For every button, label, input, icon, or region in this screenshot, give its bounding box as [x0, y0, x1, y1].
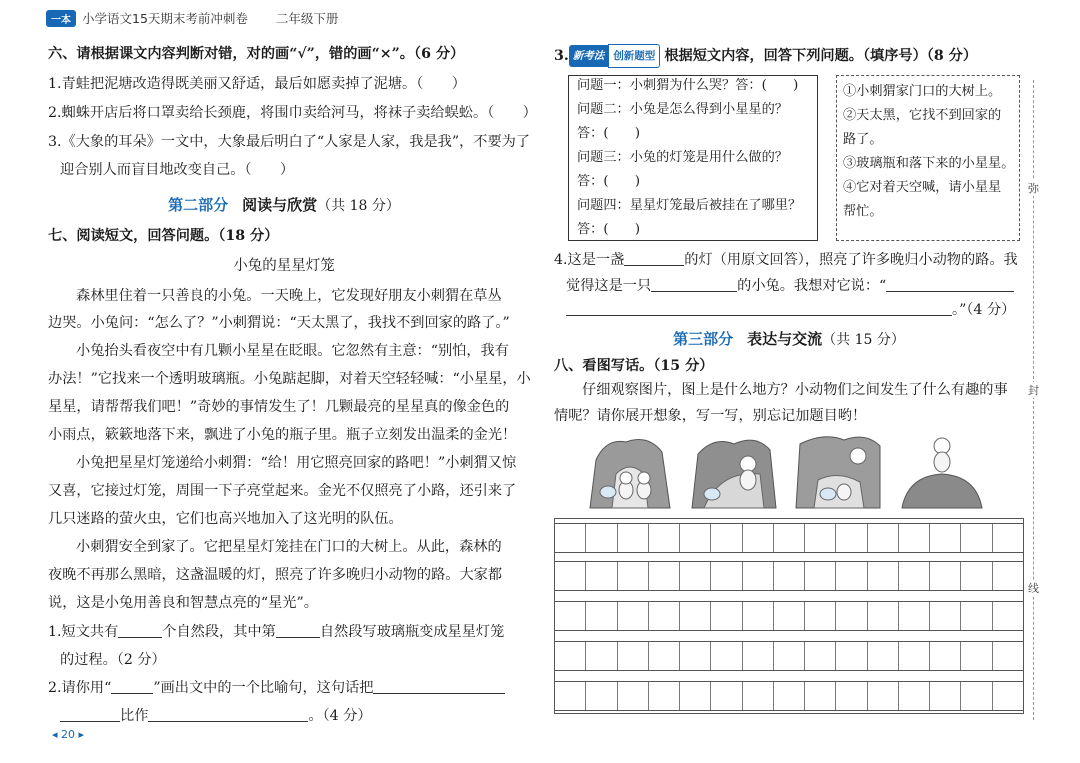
q4-text-c: 觉得这是一只 [566, 278, 652, 294]
q3-answer-4: 答：( ) [577, 222, 641, 237]
story-line-1: 森林里住着一只善良的小兔。一天晚上，它发现好朋友小刺猬在草丛 [76, 288, 502, 304]
writing-grid[interactable] [554, 518, 1024, 714]
q3-title: 根据短文内容，回答下列问题。（填序号）（8 分） [664, 48, 978, 64]
q2-blank-1[interactable] [373, 678, 505, 694]
q1-line [48, 622, 504, 642]
grid-row [555, 681, 1023, 711]
q6-item-3: 3.《大象的耳朵》一文中，大象最后明白了“人家是人家，我是我”，不要为了 [48, 134, 531, 150]
picture-1-cave-animals [586, 430, 674, 510]
story-line-2: 边哭。小兔问：“怎么了？”小刺猬说：“天太黑了，我找不到回家的路了。” [48, 315, 510, 331]
q3-options-box [836, 75, 1020, 241]
story-line-5: 星星，请帮帮我们吧！”奇妙的事情发生了！几颗最亮的星星真的像金色的 [48, 399, 510, 415]
brand-logo: 一本 [46, 10, 76, 27]
q4-text-b: 的灯（用原文回答），照亮了许多晚归小动物的路。我 [684, 252, 1018, 268]
q3-option-3: ③玻璃瓶和落下来的小星星。 [843, 156, 1015, 171]
q3-option-2-cont: 路了。 [843, 132, 883, 147]
q2-text-b: ”画出文中的一个比喻句，这句话把 [153, 680, 374, 696]
binding-line [1033, 80, 1034, 720]
q4-text-e: 。”（4 分） [952, 302, 1016, 318]
q4-blank-1[interactable] [624, 250, 684, 266]
q3-question-1: 问题一：小刺猬为什么哭？答：( ) [577, 78, 799, 93]
q3-option-2: ②天太黑，它找不到回家的 [843, 108, 1002, 123]
story-line-8: 又喜，它接过灯笼，周围一下子亮堂起来。金光不仅照亮了小路，还引来了 [48, 483, 517, 499]
q3-question-2: 问题二：小兔是怎么得到小星星的？ [577, 102, 788, 117]
q4-line-3 [566, 300, 1015, 320]
q4-line-2 [566, 276, 1014, 296]
story-line-10: 小刺猬安全到家了。它把星星灯笼挂在门口的大树上。从此，森林的 [76, 539, 502, 555]
q4-text-d: 的小兔。我想对它说：“ [737, 278, 887, 294]
picture-2-cave-animals [690, 430, 778, 510]
grid-row [555, 641, 1023, 671]
q2-blank-2[interactable] [60, 706, 120, 722]
q3-title-line [554, 44, 977, 68]
q2-text-a: 2.请你用“ [48, 680, 112, 696]
q4-text-a: 4.这是一盏 [554, 252, 625, 268]
story-line-12: 说，这是小兔用善良和智慧点亮的“星光”。 [48, 595, 318, 611]
q8-line-2: 情呢？请你展开想象，写一写，别忘记加题目哟！ [554, 408, 867, 424]
q1-text-a: 1.短文共有 [48, 624, 119, 640]
q1-blank-2[interactable] [276, 622, 320, 638]
grid-row [555, 523, 1023, 553]
part3-title: 表达与交流 [747, 330, 823, 348]
side-mark-2: 封 [1028, 384, 1039, 397]
q3-option-1: ①小刺猬家门口的大树上。 [843, 84, 1002, 99]
q4-blank-3[interactable] [886, 276, 1014, 292]
q3-questions-box [568, 75, 818, 241]
q2-text-d: 。（4 分） [308, 708, 372, 724]
grid-row [555, 601, 1023, 631]
next-arrow-icon: ▸ [75, 728, 85, 741]
story-line-4: 办法！”它找来一个透明玻璃瓶。小兔踮起脚，对着天空轻轻喊：“小星星，小 [48, 371, 531, 387]
prev-arrow-icon: ◂ [52, 728, 62, 741]
story-line-9: 几只迷路的萤火虫，它们也高兴地加入了这光明的队伍。 [48, 511, 403, 527]
part2-title: 阅读与欣赏 [242, 196, 318, 214]
q3-answer-2: 答：( ) [577, 126, 641, 141]
story-title: 小兔的星星灯笼 [233, 258, 335, 274]
story-line-7: 小兔把星星灯笼递给小刺猬：“给！用它照亮回家的路吧！”小刺猬又惊 [76, 455, 517, 471]
story-line-6: 小雨点，簌簌地落下来，飘进了小兔的瓶子里。瓶子立刻发出温柔的金光！ [48, 427, 517, 443]
q3-question-4: 问题四：星星灯笼最后被挂在了哪里？ [577, 198, 802, 213]
q1-text-c: 自然段写玻璃瓶变成星星灯笼 [319, 624, 505, 640]
grid-row [555, 561, 1023, 591]
side-mark-1: 弥 [1028, 182, 1039, 195]
q4-blank-4[interactable] [566, 300, 952, 316]
part2-label: 第二部分 [168, 196, 229, 214]
q2-blank-symbol[interactable] [111, 678, 153, 694]
page-number-value: 20 [61, 728, 76, 741]
q2-line [48, 678, 505, 698]
book-title: 小学语文15天期末考前冲刺卷 [82, 11, 248, 26]
side-mark-3: 线 [1028, 582, 1039, 595]
q3-number: 3. [554, 48, 569, 64]
q2-text-c: 比作 [120, 708, 149, 724]
q6-item-1: 1.青蛙把泥塘改造得既美丽又舒适，最后如愿卖掉了泥塘。（ ） [48, 76, 466, 92]
story-line-3: 小兔抬头看夜空中有几颗小星星在眨眼。它忽然有主意：“别怕，我有 [76, 343, 509, 359]
page-number [52, 728, 84, 741]
part2-heading [48, 194, 520, 215]
part3-heading [554, 328, 1024, 349]
innovation-tag: 创新题型 [608, 44, 660, 68]
q3-question-3: 问题三：小兔的灯笼是用什么做的？ [577, 150, 788, 165]
page-header [46, 6, 338, 30]
q4-blank-2[interactable] [651, 276, 737, 292]
q1-text-b: 个自然段，其中第 [162, 624, 276, 640]
q6-item-2: 2.蜘蛛开店后将口罩卖给长颈鹿，将围巾卖给河马，将袜子卖给蜈蚣。（ ） [48, 105, 537, 121]
q8-line-1: 仔细观察图片，图上是什么地方？小动物们之间发生了什么有趣的事 [582, 382, 1008, 398]
story-line-11: 夜晚不再那么黑暗，这盏温暖的灯，照亮了许多晚归小动物的路。大家都 [48, 567, 503, 583]
q6-title: 六、请根据课文内容判断对错，对的画“√”，错的画“×”。（6 分） [48, 46, 465, 62]
q6-item-3-cont: 迎合别人而盲目地改变自己。（ ） [60, 162, 295, 178]
q8-title: 八、看图写话。（15 分） [554, 358, 714, 374]
q1-line-2: 的过程。（2 分） [60, 652, 166, 668]
part3-points: （共 15 分） [822, 332, 905, 348]
q2-blank-3[interactable] [148, 706, 308, 722]
q2-line-2 [60, 706, 372, 726]
grade-label: 二年级下册 [275, 11, 339, 26]
q1-blank-1[interactable] [118, 622, 162, 638]
q7-title: 七、阅读短文，回答问题。（18 分） [48, 228, 279, 244]
q3-option-4: ④它对着天空喊，请小星星 [843, 180, 1002, 195]
picture-4-animal-on-rock [898, 430, 986, 510]
q3-answer-3: 答：( ) [577, 174, 641, 189]
picture-3-cave-animals [794, 430, 882, 510]
q3-option-4-cont: 帮忙。 [843, 204, 883, 219]
new-method-tag: 新考法 [569, 45, 609, 67]
part3-label: 第三部分 [673, 330, 734, 348]
q4-line-1 [554, 250, 1018, 270]
part2-points: （共 18 分） [317, 198, 400, 214]
